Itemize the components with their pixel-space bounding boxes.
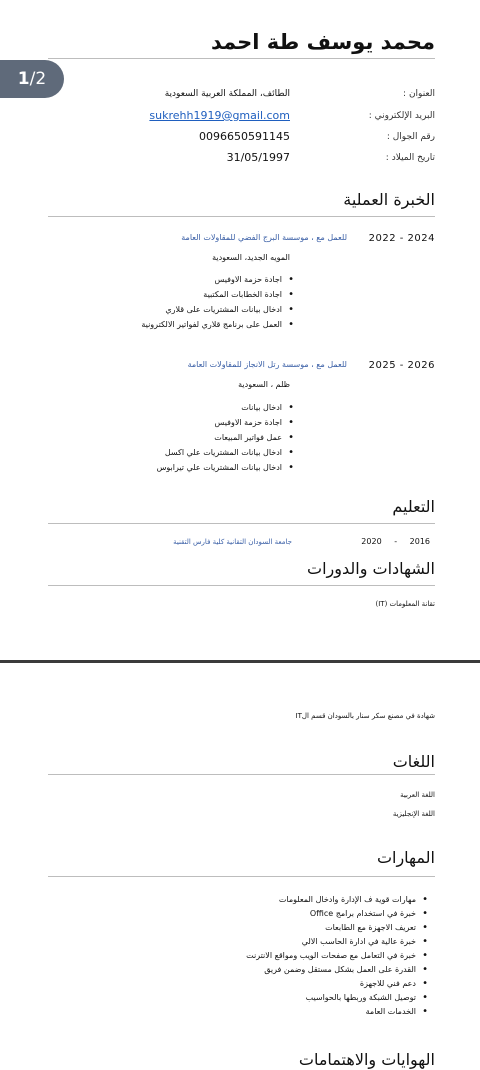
list-item: • ادخال بيانات المشتريات على قلاري (141, 302, 294, 317)
address-label: العنوان : (403, 89, 435, 99)
languages-heading: اللغات (392, 752, 435, 771)
list-item: • توصيل الشبكة وربطها بالحواسيب (246, 990, 428, 1004)
skills-heading: المهارات (376, 848, 435, 867)
job-1-dates: 2022 - 2024 (368, 233, 435, 244)
list-item: • دعم فني للاجهزة (246, 976, 428, 990)
list-item: • اجادة الخطابات المكتبية (141, 287, 294, 302)
experience-divider (48, 216, 435, 217)
education-heading: التعليم (392, 497, 435, 516)
certificates-divider (48, 585, 435, 586)
resume-page-2 (0, 664, 480, 1070)
education-1-school: جامعة السودان التقانية كلية فارس التقنية (173, 538, 292, 546)
certificate-2: شهادة في مصنع سكر سنار بالسودان قسم الIT (295, 712, 435, 720)
list-item: • ادخال بيانات (157, 400, 294, 415)
list-item: • خبرة في استخدام برامج Office (246, 906, 428, 920)
list-item: • خبرة في التعامل مع صفحات الويب ومواقع الانترنت (246, 948, 428, 962)
page-total: 2 (35, 69, 47, 89)
experience-heading: الخبرة العملية (343, 190, 435, 209)
list-item: • عمل فواتير المبيعات (157, 430, 294, 445)
languages-divider (48, 774, 435, 775)
list-item: • اجادة حزمة الاوفيس (157, 415, 294, 430)
list-item: • القدرة على العمل بشكل مستقل وضمن فريق (246, 962, 428, 976)
email-label: البريد الإلكتروني : (368, 111, 435, 121)
education-divider (48, 523, 435, 524)
job-2-duties (157, 400, 294, 475)
page-separator (0, 660, 480, 663)
certificate-1: تقانة المعلومات (IT) (375, 600, 435, 608)
hobbies-heading: الهوايات والاهتمامات (298, 1050, 435, 1069)
birth-label: تاريخ الميلاد : (385, 153, 435, 163)
list-item: • الخدمات العامة (246, 1004, 428, 1018)
list-item: • العمل على برنامج قلاري لفواتير الالكترونية (141, 317, 294, 332)
phone-label: رقم الجوال : (386, 132, 435, 142)
list-item: • خبرة عالية في ادارة الحاسب الالي (246, 934, 428, 948)
job-1-location: المويه الجديد، السعودية (212, 253, 290, 262)
job-1-org: للعمل مع ، موسسة البرج الفضي للمقاولات العامة (181, 233, 347, 242)
education-1-sep: - (394, 537, 398, 546)
candidate-name: محمد يوسف طة احمد (210, 30, 435, 54)
education-1-dates (361, 537, 430, 546)
page-indicator-badge: 1/2 (0, 60, 64, 98)
certificates-heading: الشهادات والدورات (307, 559, 435, 578)
job-2-location: ظلم ، السعودية (238, 380, 290, 389)
education-1-end: 2020 (361, 537, 382, 546)
list-item: • تعريف الاجهزة مع الطابعات (246, 920, 428, 934)
address-value: الطائف، المملكة العربية السعودية (164, 89, 290, 99)
job-1-duties (141, 272, 294, 332)
page-current: 1 (17, 69, 30, 89)
email-link[interactable]: sukrehh1919@gmail.com (149, 109, 290, 122)
language-2: اللغة الإنجليزية (392, 810, 435, 818)
list-item: • اجادة حزمة الاوفيس (141, 272, 294, 287)
list-item: • ادخال بيانات المشتريات علي تيرابوس (157, 460, 294, 475)
job-2-org: للعمل مع ، موسسة رتل الانجاز للمقاولات العامة (187, 360, 347, 369)
list-item: • مهارات قوية ف الإدارة وادخال المعلومات (246, 892, 428, 906)
birth-value: 31/05/1997 (226, 151, 290, 164)
header-divider (48, 58, 435, 59)
skills-divider (48, 876, 435, 877)
list-item: • ادخال بيانات المشتريات علي اكسل (157, 445, 294, 460)
job-2-dates: 2025 - 2026 (368, 360, 435, 371)
skills-list (246, 892, 428, 1018)
phone-value: 0096650591145 (199, 130, 290, 143)
education-1-start: 2016 (409, 537, 430, 546)
language-1: اللغة العربية (400, 791, 435, 799)
